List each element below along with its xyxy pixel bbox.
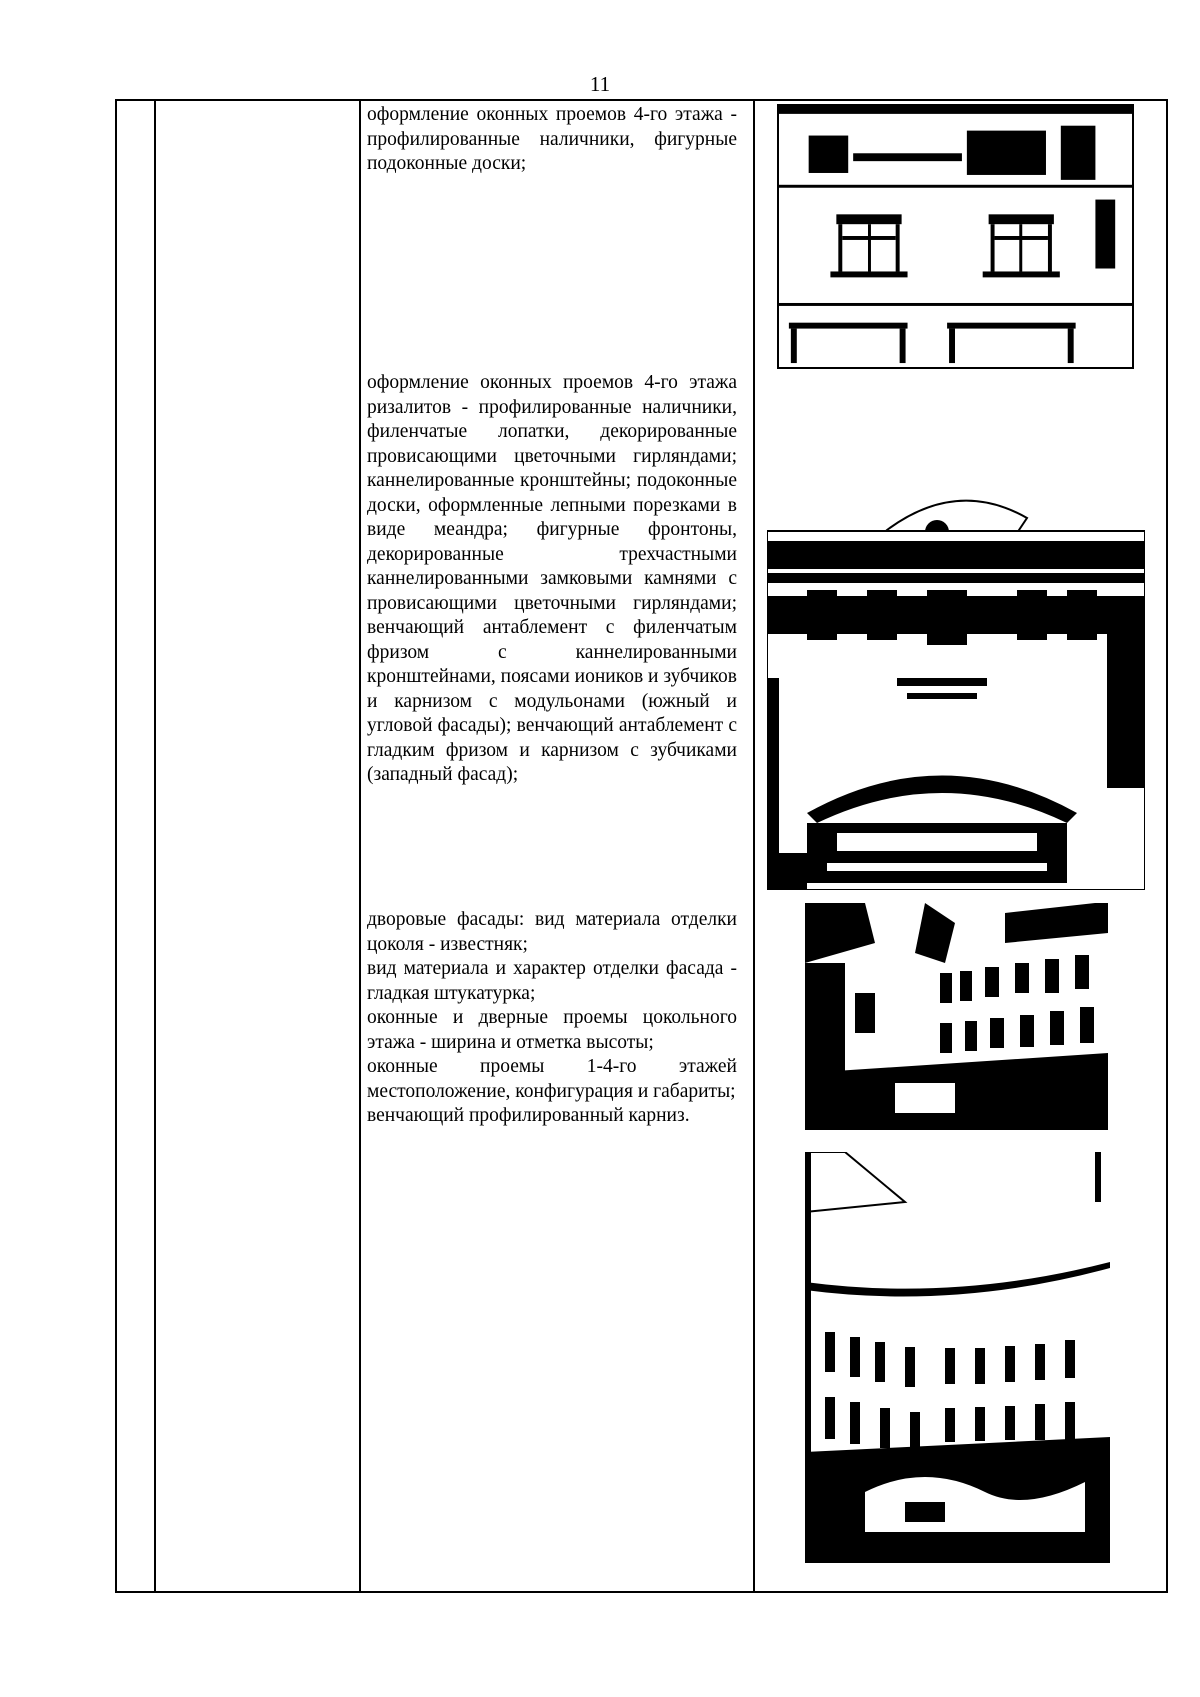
description-text: дворовые фасады: вид материала отделки цоколя - известняк; bbox=[367, 909, 737, 955]
risalit-pediment-photo bbox=[767, 478, 1145, 890]
courtyard-facade-photo bbox=[805, 903, 1108, 1130]
description-text: вид материала и характер отделки фасада - гладкая штукатурка; bbox=[367, 958, 737, 1004]
description-text: венчающий профилированный карниз. bbox=[367, 1105, 690, 1126]
facade-windows-photo bbox=[777, 104, 1134, 369]
description-paragraph-3 bbox=[367, 908, 737, 1129]
description-paragraph-2 bbox=[367, 371, 737, 788]
description-text: оформление оконных проемов 4-го этажа ризалитов - профилированные наличники, филенчатые лопатки, декорированные провисающими цветочными гирляндами; каннелированные кронштейны; подоконные доски, оформленные лепными порезками в виде меандра; фигурные фронтоны, декорированные трехчастными каннелированными замковыми камнями с провисающими цветочными гирляндами; венчающий антаблемент с филенчатым фризом с каннелированными кронштейнами, поясами иоников и зубчиков и карнизом с модульонами (южный и угловой фасады); венчающий антаблемент с гладким фризом и карнизом с зубчиками (западный фасад); bbox=[367, 372, 737, 785]
column-divider-2 bbox=[359, 101, 361, 1591]
description-text: оконные и дверные проемы цокольного этажа - ширина и отметка высоты; bbox=[367, 1007, 737, 1053]
page-number: 11 bbox=[589, 72, 611, 96]
courtyard-well-photo bbox=[805, 1152, 1110, 1563]
column-divider-1 bbox=[154, 101, 156, 1591]
description-text: оконные проемы 1-4-го этажей местоположение, конфигурация и габариты; bbox=[367, 1056, 737, 1102]
column-divider-3 bbox=[753, 101, 755, 1591]
description-text: оформление оконных проемов 4-го этажа - профилированные наличники, фигурные подоконные доски; bbox=[367, 104, 737, 174]
description-paragraph-1 bbox=[367, 103, 737, 177]
